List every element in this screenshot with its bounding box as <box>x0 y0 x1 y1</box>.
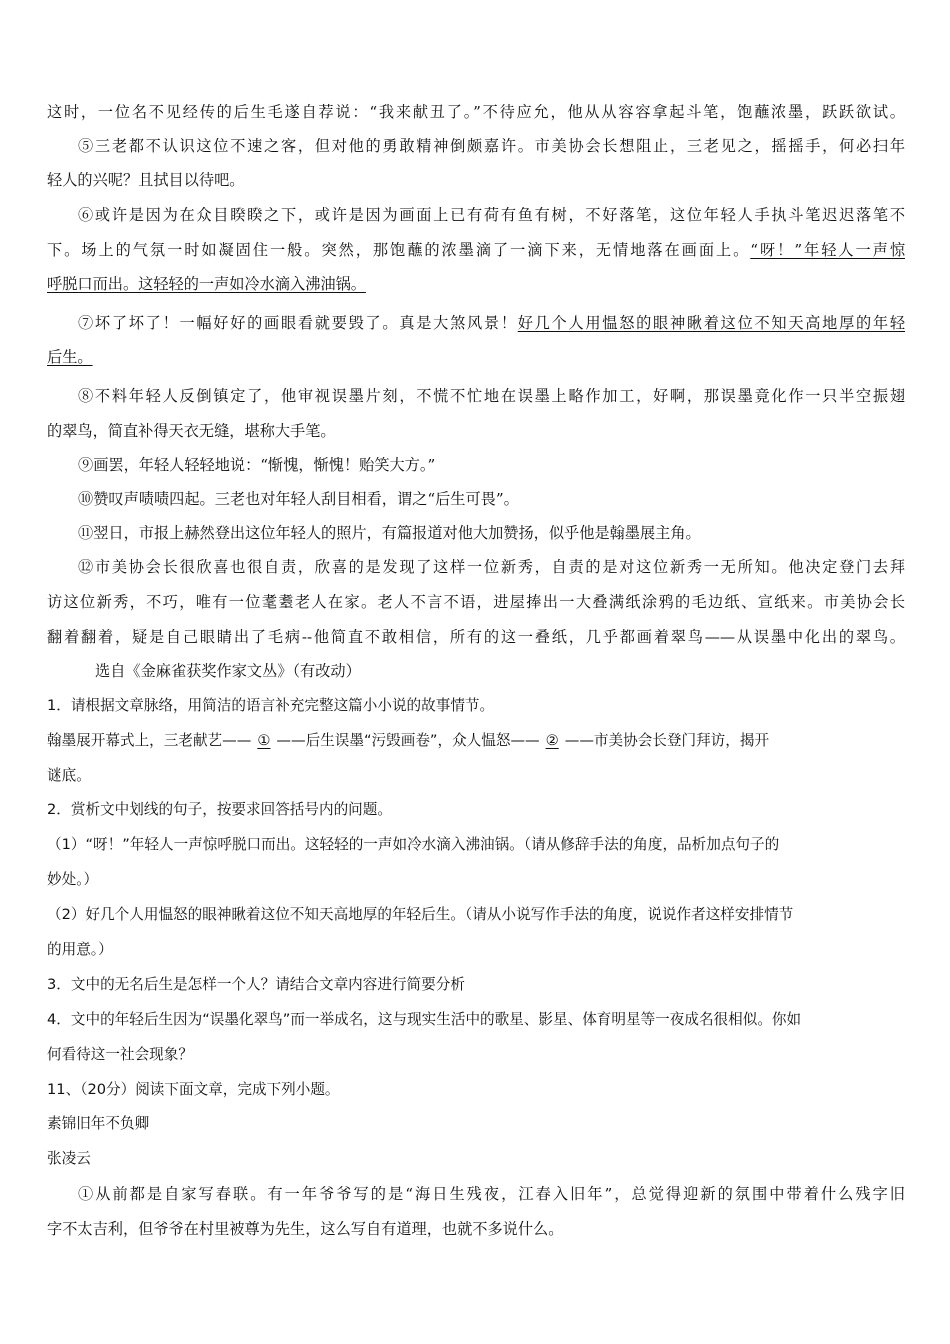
source-note: 选自《金麻雀获奖作家文丛》（有改动） <box>95 662 361 680</box>
article-title: 素锦旧年不负卿 <box>47 1115 150 1132</box>
question-2-1: （1）“呀！”年轻人一声惊呼脱口而出。这轻轻的一声如冷水滴入沸油锅。（请从修辞手法的角度，品析加点句子的 <box>47 836 780 853</box>
answer-blank-1[interactable]: ① <box>257 732 271 749</box>
story-paragraph-6-cont <box>47 240 905 260</box>
flow-text: ——市美协会长登门拜访，揭开 <box>564 732 770 749</box>
underlined-sentence-1: “呀！”年轻人一声惊 <box>750 241 906 259</box>
question-1-flow-end: 谜底。 <box>47 767 91 784</box>
underlined-sentence-1-end: 呼脱口而出。这轻轻的一声如冷水滴入沸油锅。 <box>47 275 366 293</box>
question-2-2-cont: 的用意。） <box>47 941 113 958</box>
story-text: 下。场上的气氛一时如凝固住一般。突然，那饱蘸的浓墨滴了一滴下来，无情地落在画面上。 <box>47 241 751 259</box>
story-paragraph-12-end: 翻着翻着，疑是自己眼睛出了毛病--他简直不敢相信，所有的这一叠纸，几乎都画着翠鸟——从误墨中化出的翠鸟。 <box>47 628 905 646</box>
story-paragraph-7 <box>78 313 905 333</box>
question-2-1-cont: 妙处。） <box>47 871 99 888</box>
story-paragraph-9: ⑨画罢，年轻人轻轻地说：“惭愧，惭愧！贻笑大方。” <box>78 456 436 474</box>
story-paragraph-10: ⑩赞叹声啧啧四起。三老也对年轻人刮目相看，谓之“后生可畏”。 <box>78 490 519 508</box>
question-3: 3．文中的无名后生是怎样一个人？请结合文章内容进行简要分析 <box>47 976 465 993</box>
story-paragraph-4-tail: 这时，一位名不见经传的后生毛遂自荐说：“我来献丑了。”不待应允，他从从容容拿起斗笔，饱蘸浓墨，跃跃欲试。 <box>47 103 905 121</box>
article-paragraph-1: ①从前都是自家写春联。有一年爷爷写的是“海日生残夜，江春入旧年”，总觉得迎新的氛围中带着什么残字旧 <box>78 1185 905 1203</box>
story-paragraph-6: ⑥或许是因为在众目睽睽之下，或许是因为画面上已有荷有鱼有树，不好落笔，这位年轻人手执斗笔迟迟落笔不 <box>78 206 905 224</box>
story-paragraph-7-end <box>47 347 905 367</box>
underlined-sentence-2-end: 后生。 <box>47 348 93 366</box>
section-11-header: 11、（20分）阅读下面文章，完成下列小题。 <box>47 1081 340 1098</box>
story-paragraph-6-end <box>47 274 905 294</box>
article-paragraph-1-cont: 字不太吉利，但爷爷在村里被尊为先生，这么写自有道理，也就不多说什么。 <box>47 1220 564 1238</box>
question-1: 1．请根据文章脉络，用简洁的语言补充完整这篇小小说的故事情节。 <box>47 697 495 714</box>
story-paragraph-5-cont: 轻人的兴呢？且拭目以待吧。 <box>47 171 245 189</box>
story-paragraph-5: ⑤三老都不认识这位不速之客，但对他的勇敢精神倒颇嘉许。市美协会长想阻止，三老见之，摇摇手，何必扫年 <box>78 137 905 155</box>
story-paragraph-8-cont: 的翠鸟，简直补得天衣无缝，堪称大手笔。 <box>47 422 336 440</box>
question-4-cont: 何看待这一社会现象？ <box>47 1046 193 1063</box>
story-text: ⑦坏了坏了！一幅好好的画眼看就要毁了。真是大煞风景！ <box>78 314 518 332</box>
question-2-2: （2）好几个人用愠怒的眼神瞅着这位不知天高地厚的年轻后生。（请从小说写作手法的角度，说说作者这样安排情节 <box>47 906 794 923</box>
story-paragraph-12: ⑫市美协会长很欣喜也很自责，欣喜的是发现了这样一位新秀，自责的是对这位新秀一无所知。他决定登门去拜 <box>78 558 905 576</box>
question-4: 4．文中的年轻后生因为“误墨化翠鸟”而一举成名，这与现实生活中的歌星、影星、体育明星等一夜成名很相似。你如 <box>47 1011 802 1028</box>
article-author: 张凌云 <box>47 1150 91 1167</box>
story-paragraph-11: ⑪翌日，市报上赫然登出这位年轻人的照片，有篇报道对他大加赞扬，似乎他是翰墨展主角。 <box>78 524 701 542</box>
flow-text: 翰墨展开幕式上，三老献艺—— <box>47 732 252 749</box>
underlined-sentence-2: 好几个人用愠怒的眼神瞅着这位不知天高地厚的年轻 <box>517 314 906 332</box>
story-paragraph-8: ⑧不料年轻人反倒镇定了，他审视误墨片刻，不慌不忙地在误墨上略作加工，好啊，那误墨竟化作一只半空振翅 <box>78 387 905 405</box>
question-2: 2．赏析文中划线的句子，按要求回答括号内的问题。 <box>47 801 392 818</box>
flow-text: ——后生误墨“污毁画卷”，众人愠怒—— <box>276 732 540 749</box>
answer-blank-2[interactable]: ② <box>545 732 559 749</box>
question-1-flow <box>47 731 905 751</box>
story-paragraph-12-cont: 访这位新秀，不巧，唯有一位耄耋老人在家。老人不言不语，进屋捧出一大叠满纸涂鸦的毛边纸、宣纸来。市美协会长 <box>47 593 905 611</box>
